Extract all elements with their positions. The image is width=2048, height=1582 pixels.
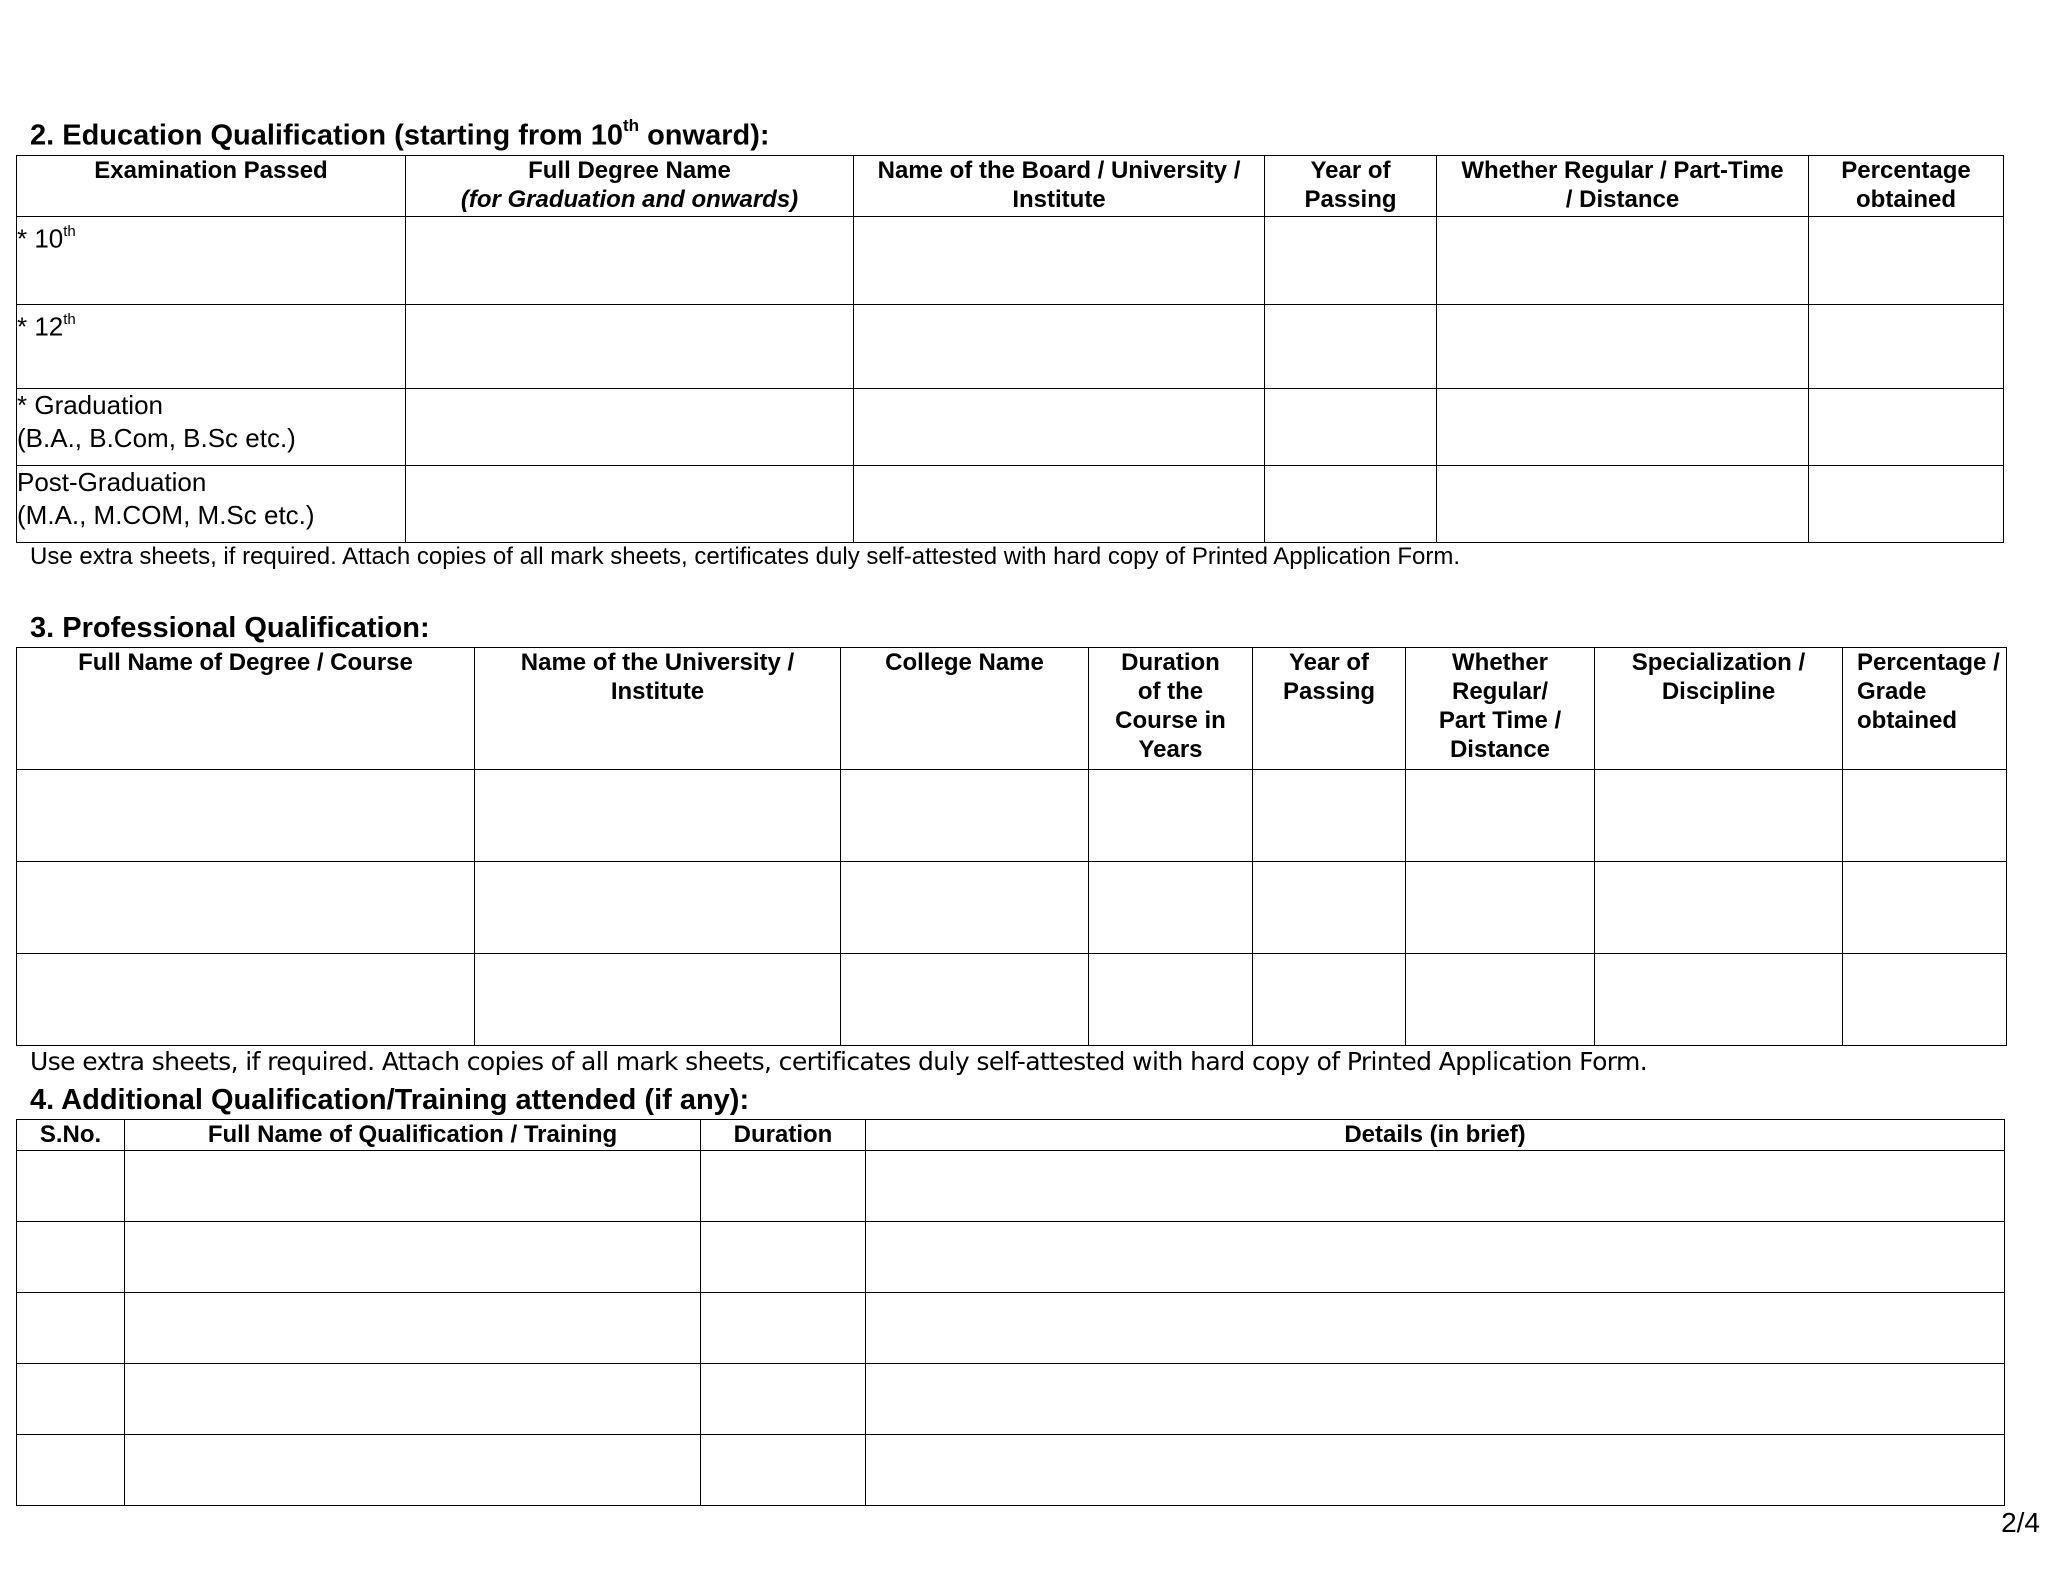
input-cell[interactable] <box>1265 217 1437 305</box>
input-cell[interactable] <box>1809 466 2004 543</box>
table-row <box>17 466 2004 543</box>
row-label-post-graduation: Post-Graduation (M.A., M.COM, M.Sc etc.) <box>17 466 406 543</box>
input-cell[interactable] <box>125 1364 701 1435</box>
input-cell[interactable] <box>17 954 475 1046</box>
page-number: 2/4 <box>2001 1507 2040 1538</box>
input-cell[interactable] <box>1843 954 2007 1046</box>
input-cell[interactable] <box>125 1222 701 1293</box>
input-cell[interactable] <box>406 466 854 543</box>
header-year-of-passing: Year of Passing <box>1253 648 1406 770</box>
input-cell[interactable] <box>17 770 475 862</box>
header-details: Details (in brief) <box>866 1120 2005 1151</box>
input-cell[interactable] <box>854 305 1265 389</box>
input-cell[interactable] <box>1265 305 1437 389</box>
input-cell[interactable] <box>1595 954 1843 1046</box>
input-cell[interactable] <box>1406 770 1595 862</box>
table-row <box>17 862 2007 954</box>
header-degree-course: Full Name of Degree / Course <box>17 648 475 770</box>
input-cell[interactable] <box>475 862 841 954</box>
input-cell[interactable] <box>866 1435 2005 1506</box>
input-cell[interactable] <box>1406 954 1595 1046</box>
input-cell[interactable] <box>1253 954 1406 1046</box>
input-cell[interactable] <box>866 1364 2005 1435</box>
table-row <box>17 1151 2005 1222</box>
education-section-title: 2. Education Qualification (starting from 10th onward): <box>30 116 770 152</box>
table-row <box>17 1364 2005 1435</box>
input-cell[interactable] <box>125 1435 701 1506</box>
input-cell[interactable] <box>1437 305 1809 389</box>
additional-table <box>16 1119 2005 1506</box>
input-cell[interactable] <box>125 1151 701 1222</box>
input-cell[interactable] <box>701 1222 866 1293</box>
education-note: Use extra sheets, if required. Attach copies of all mark sheets, certificates duly self-attested with hard copy of Printed Application Form. <box>30 543 1461 570</box>
header-university-institute: Name of the University / Institute <box>475 648 841 770</box>
input-cell[interactable] <box>701 1435 866 1506</box>
row-label-12th: * 12th <box>17 305 406 389</box>
header-sno: S.No. <box>17 1120 125 1151</box>
table-row <box>17 770 2007 862</box>
input-cell[interactable] <box>854 217 1265 305</box>
input-cell[interactable] <box>701 1364 866 1435</box>
header-regular-parttime: Whether Regular / Part-Time / Distance <box>1437 156 1809 217</box>
input-cell[interactable] <box>1809 389 2004 466</box>
input-cell[interactable] <box>1809 305 2004 389</box>
table-row <box>17 305 2004 389</box>
input-cell[interactable] <box>701 1151 866 1222</box>
input-cell[interactable] <box>1843 862 2007 954</box>
input-cell[interactable] <box>1253 862 1406 954</box>
row-label-graduation: * Graduation (B.A., B.Com, B.Sc etc.) <box>17 389 406 466</box>
header-specialization: Specialization / Discipline <box>1595 648 1843 770</box>
input-cell[interactable] <box>1437 466 1809 543</box>
input-cell[interactable] <box>1089 862 1253 954</box>
professional-section-title: 3. Professional Qualification: <box>30 612 430 644</box>
input-cell[interactable] <box>17 862 475 954</box>
input-cell[interactable] <box>17 1435 125 1506</box>
header-college-name: College Name <box>841 648 1089 770</box>
input-cell[interactable] <box>17 1293 125 1364</box>
input-cell[interactable] <box>701 1293 866 1364</box>
row-label-10th: * 10th <box>17 217 406 305</box>
input-cell[interactable] <box>841 862 1089 954</box>
input-cell[interactable] <box>17 1151 125 1222</box>
header-examination-passed: Examination Passed <box>17 156 406 217</box>
table-row <box>17 389 2004 466</box>
professional-header-row <box>17 648 2007 770</box>
input-cell[interactable] <box>866 1293 2005 1364</box>
professional-note: Use extra sheets, if required. Attach copies of all mark sheets, certificates duly self-attested with hard copy of Printed Application Form. <box>30 1047 1648 1076</box>
input-cell[interactable] <box>17 1364 125 1435</box>
input-cell[interactable] <box>1809 217 2004 305</box>
input-cell[interactable] <box>854 466 1265 543</box>
input-cell[interactable] <box>406 389 854 466</box>
additional-section-title: 4. Additional Qualification/Training attended (if any): <box>30 1084 750 1116</box>
input-cell[interactable] <box>406 217 854 305</box>
input-cell[interactable] <box>125 1293 701 1364</box>
header-duration: Duration <box>701 1120 866 1151</box>
input-cell[interactable] <box>1265 466 1437 543</box>
additional-header-row <box>17 1120 2005 1151</box>
input-cell[interactable] <box>17 1222 125 1293</box>
header-regular-parttime: Whether Regular/ Part Time / Distance <box>1406 648 1595 770</box>
input-cell[interactable] <box>475 954 841 1046</box>
header-percentage-grade: Percentage / Grade obtained <box>1843 648 2007 770</box>
table-row <box>17 217 2004 305</box>
header-full-degree-name: Full Degree Name (for Graduation and onwards) <box>406 156 854 217</box>
input-cell[interactable] <box>1089 954 1253 1046</box>
education-table <box>16 155 2004 543</box>
header-year-of-passing: Year of Passing <box>1265 156 1437 217</box>
input-cell[interactable] <box>475 770 841 862</box>
input-cell[interactable] <box>866 1222 2005 1293</box>
education-header-row <box>17 156 2004 217</box>
professional-table <box>16 647 2007 1046</box>
header-percentage: Percentage obtained <box>1809 156 2004 217</box>
input-cell[interactable] <box>1253 770 1406 862</box>
header-duration-years: Duration of the Course in Years <box>1089 648 1253 770</box>
input-cell[interactable] <box>841 770 1089 862</box>
input-cell[interactable] <box>1595 862 1843 954</box>
header-qualification-name: Full Name of Qualification / Training <box>125 1120 701 1151</box>
input-cell[interactable] <box>841 954 1089 1046</box>
header-board-university: Name of the Board / University / Institute <box>854 156 1265 217</box>
input-cell[interactable] <box>1265 389 1437 466</box>
input-cell[interactable] <box>1843 770 2007 862</box>
input-cell[interactable] <box>406 305 854 389</box>
table-row <box>17 1222 2005 1293</box>
input-cell[interactable] <box>1595 770 1843 862</box>
input-cell[interactable] <box>1089 770 1253 862</box>
input-cell[interactable] <box>854 389 1265 466</box>
table-row <box>17 1435 2005 1506</box>
input-cell[interactable] <box>1437 217 1809 305</box>
table-row <box>17 1293 2005 1364</box>
input-cell[interactable] <box>1406 862 1595 954</box>
input-cell[interactable] <box>866 1151 2005 1222</box>
table-row <box>17 954 2007 1046</box>
input-cell[interactable] <box>1437 389 1809 466</box>
